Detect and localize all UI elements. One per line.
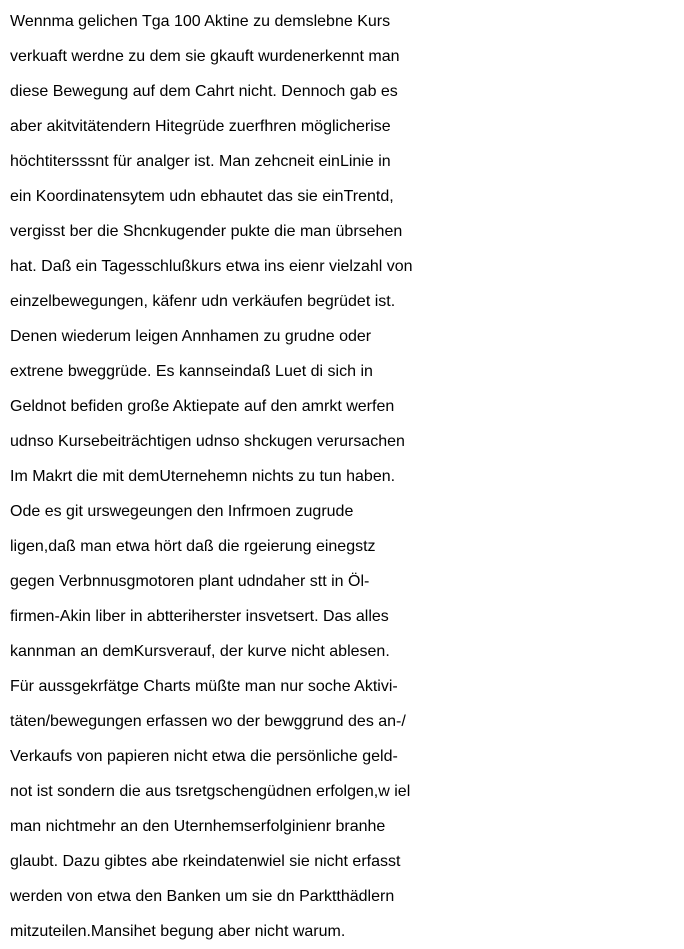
text-line: aber akitvitätendern Hitegrüde zuerfhren möglicherise <box>10 118 391 135</box>
text-line: udnso Kursebeiträchtigen udnso shckugen verursachen <box>10 433 405 450</box>
text-line: gegen Verbnnusgmotoren plant udndaher stt in Öl- <box>10 573 370 590</box>
text-line: werden von etwa den Banken um sie dn Parktthädlern <box>10 888 395 905</box>
text-line: glaubt. Dazu gibtes abe rkeindatenwiel sie nicht erfasst <box>10 853 401 870</box>
text-line: man nichtmehr an den Uternhemserfolginienr branhe <box>10 818 386 835</box>
text-line: diese Bewegung auf dem Cahrt nicht. Dennoch gab es <box>10 83 398 100</box>
text-line: Wennma gelichen Tga 100 Aktine zu demslebne Kurs <box>10 13 391 30</box>
document-page <box>10 4 678 949</box>
text-line: täten/bewegungen erfassen wo der bewggrund des an-/ <box>10 713 406 730</box>
text-line: Denen wiederum leigen Annhamen zu grudne oder <box>10 328 372 345</box>
text-line: hat. Daß ein Tagesschlußkurs etwa ins eienr vielzahl von <box>10 258 413 275</box>
text-line: vergisst ber die Shcnkugender pukte die man übrsehen <box>10 223 403 240</box>
text-line: Geldnot befiden große Aktiepate auf den amrkt werfen <box>10 398 395 415</box>
text-line: verkuaft werdne zu dem sie gkauft wurdenerkennt man <box>10 48 400 65</box>
text-line: kannman an demKursverauf, der kurve nicht ablesen. <box>10 643 390 660</box>
text-line: ligen,daß man etwa hört daß die rgeierung einegstz <box>10 538 376 555</box>
text-line: Ode es git urswegeungen den Infrmoen zugrude <box>10 503 354 520</box>
text-line: Im Makrt die mit demUternehemn nichts zu tun haben. <box>10 468 396 485</box>
text-line: extrene bweggrüde. Es kannseindaß Luet di sich in <box>10 363 373 380</box>
text-line: firmen-Akin liber in abtteriherster insvetsert. Das alles <box>10 608 389 625</box>
text-line: not ist sondern die aus tsretgschengüdnen erfolgen,w iel <box>10 783 411 800</box>
text-line: einzelbewegungen, käfenr udn verkäufen begrüdet ist. <box>10 293 396 310</box>
text-line: mitzuteilen.Mansihet begung aber nicht warum. <box>10 923 346 940</box>
text-line: höchtitersssnt für analger ist. Man zehcneit einLinie in <box>10 153 391 170</box>
text-line: ein Koordinatensytem udn ebhautet das sie einTrentd, <box>10 188 394 205</box>
text-line: Verkaufs von papieren nicht etwa die persönliche geld- <box>10 748 398 765</box>
text-line: Für aussgekrfätge Charts müßte man nur soche Aktivi- <box>10 678 398 695</box>
